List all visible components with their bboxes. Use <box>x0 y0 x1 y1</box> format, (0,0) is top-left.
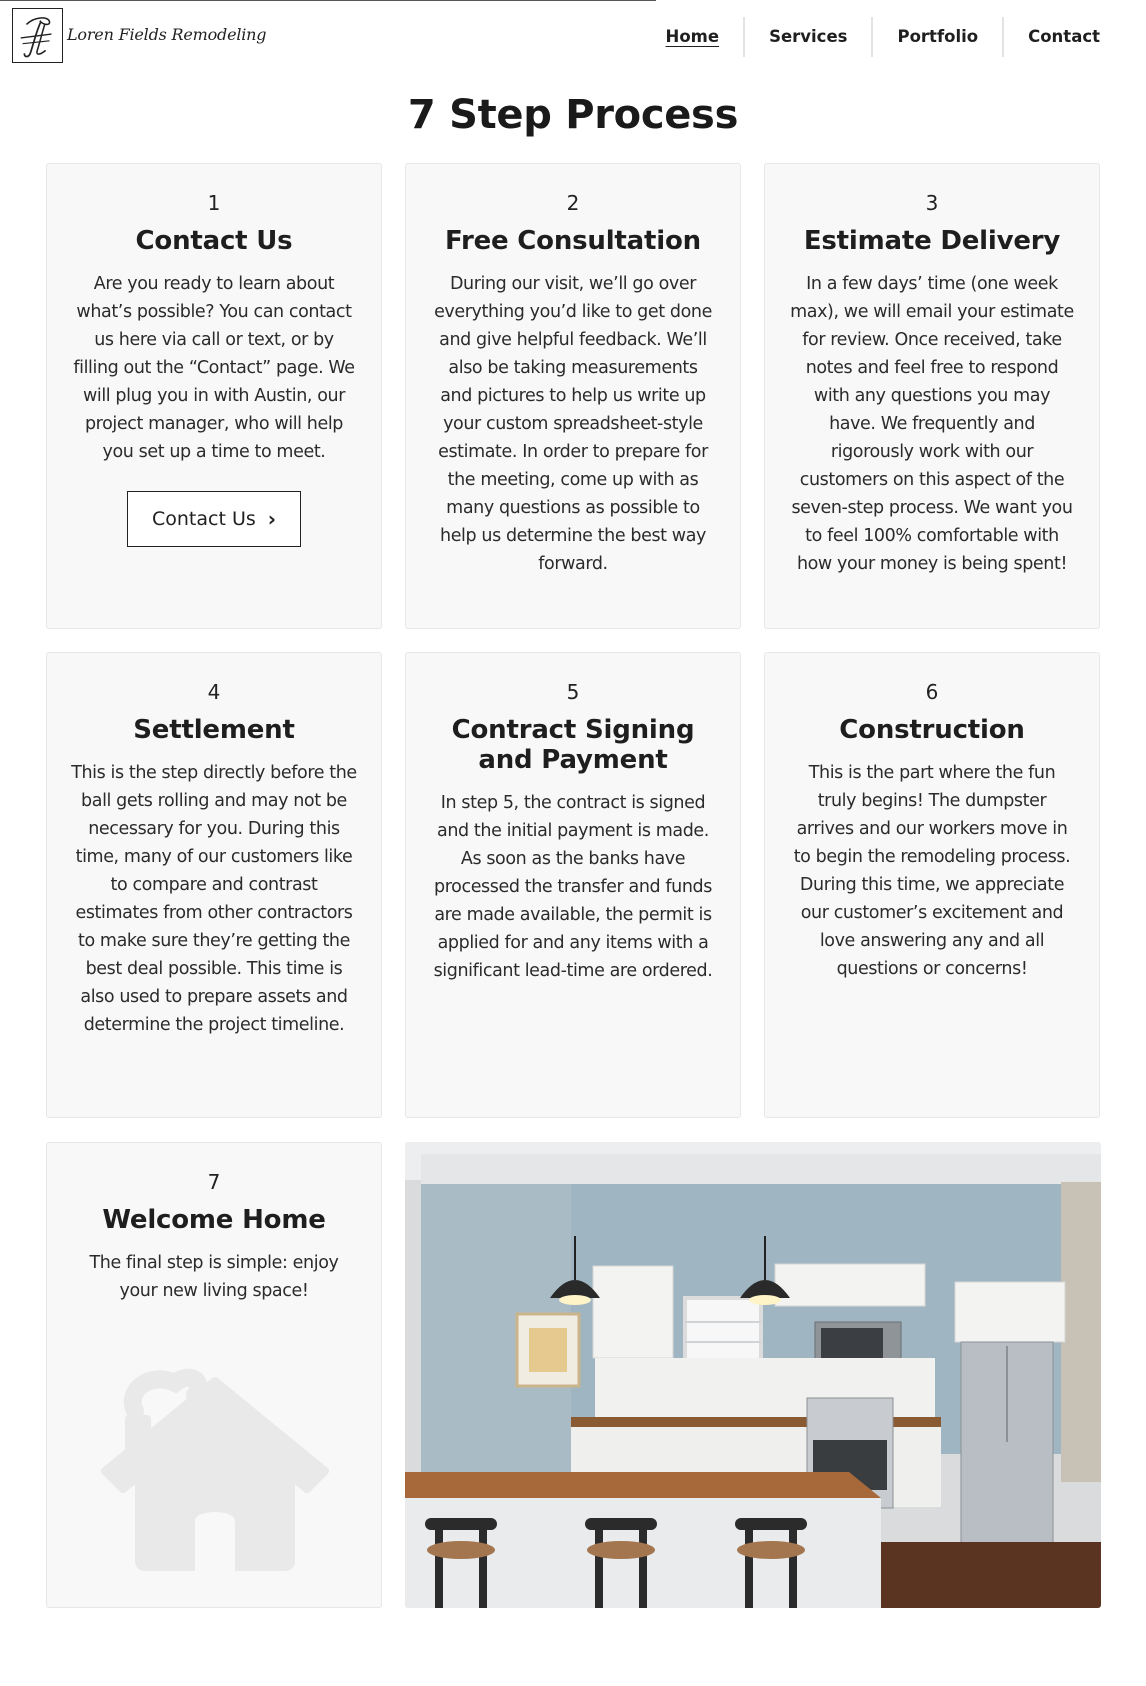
step-description: The final step is simple: enjoy your new living space! <box>89 1253 339 1301</box>
step-number: 6 <box>925 680 939 704</box>
step-description: This is the part where the fun truly begins! The dumpster arrives and our workers move in to begin the remodeling process. During this time, we appreciate our customer’s excitement and love answering any and all questions or concerns! <box>793 763 1071 979</box>
step-title: Contract Signing and Payment <box>451 715 695 775</box>
contact-us-button-label: Contact Us <box>151 508 256 530</box>
step-number: 3 <box>925 191 939 215</box>
step-title: Free Consultation <box>445 226 701 256</box>
chevron-right-icon: › <box>267 507 277 531</box>
step-number: 7 <box>207 1170 221 1194</box>
house-icon <box>95 1351 335 1575</box>
step-number: 2 <box>566 191 580 215</box>
step-card-1 <box>46 163 382 629</box>
step-title: Construction <box>839 715 1025 745</box>
step-title: Estimate Delivery <box>803 226 1061 256</box>
nav-contact[interactable]: Contact <box>1002 17 1124 57</box>
step-card-7 <box>46 1142 382 1608</box>
step-card-2 <box>405 163 741 629</box>
step-card-4 <box>46 652 382 1118</box>
nav-portfolio[interactable]: Portfolio <box>871 17 1002 57</box>
page-title: 7 Step Process <box>407 92 739 138</box>
step-card-6 <box>764 652 1100 1118</box>
kitchen-photo <box>405 1142 1101 1608</box>
step-number: 4 <box>207 680 221 704</box>
logo-monogram[interactable] <box>12 8 63 63</box>
main-nav <box>642 17 1124 57</box>
contact-us-button[interactable] <box>127 491 301 547</box>
step-card-5 <box>405 652 741 1118</box>
step-description: This is the step directly before the ball gets rolling and may not be necessary for you. During this time, many of our customers like to compare and contrast estimates from other contractors to make sure they’re getting the best deal possible. This time is also used to prepare assets and determine the project timeline. <box>71 763 357 1035</box>
step-description: In a few days’ time (one week max), we will email your estimate for review. Once received, take notes and feel free to respond with any questions you may have. We frequently and rigorously work with our customers on this aspect of the seven-step process. We want you to feel 100% comfortable with how your money is being spent! <box>790 274 1074 574</box>
step-description: During our visit, we’ll go over everything you’d like to get done and give helpful feedback. We’ll also be taking measurements and pictures to help us write up your custom spreadsheet-style estimate. In order to prepare for the meeting, come up with as many questions as possible to help us determine the best way forward. <box>434 274 712 574</box>
nav-services[interactable]: Services <box>743 17 871 57</box>
step-title: Settlement <box>133 715 295 745</box>
nav-home[interactable]: Home <box>665 27 720 46</box>
step-number: 5 <box>566 680 580 704</box>
step-title: Contact Us <box>135 226 293 256</box>
step-card-3 <box>764 163 1100 629</box>
step-description: Are you ready to learn about what’s possible? You can contact us here via call or text, or by filling out the “Contact” page. We will plug you in with Austin, our project manager, who will help you set up a time to meet. <box>73 274 355 462</box>
brand-name[interactable]: Loren Fields Remodeling <box>67 25 267 44</box>
site-header <box>0 0 1146 74</box>
step-title: Welcome Home <box>102 1205 326 1235</box>
step-number: 1 <box>207 191 221 215</box>
step-description: In step 5, the contract is signed and the initial payment is made. As soon as the banks have processed the transfer and funds are made available, the permit is applied for and any items with a significant lead-time are ordered. <box>433 793 713 981</box>
